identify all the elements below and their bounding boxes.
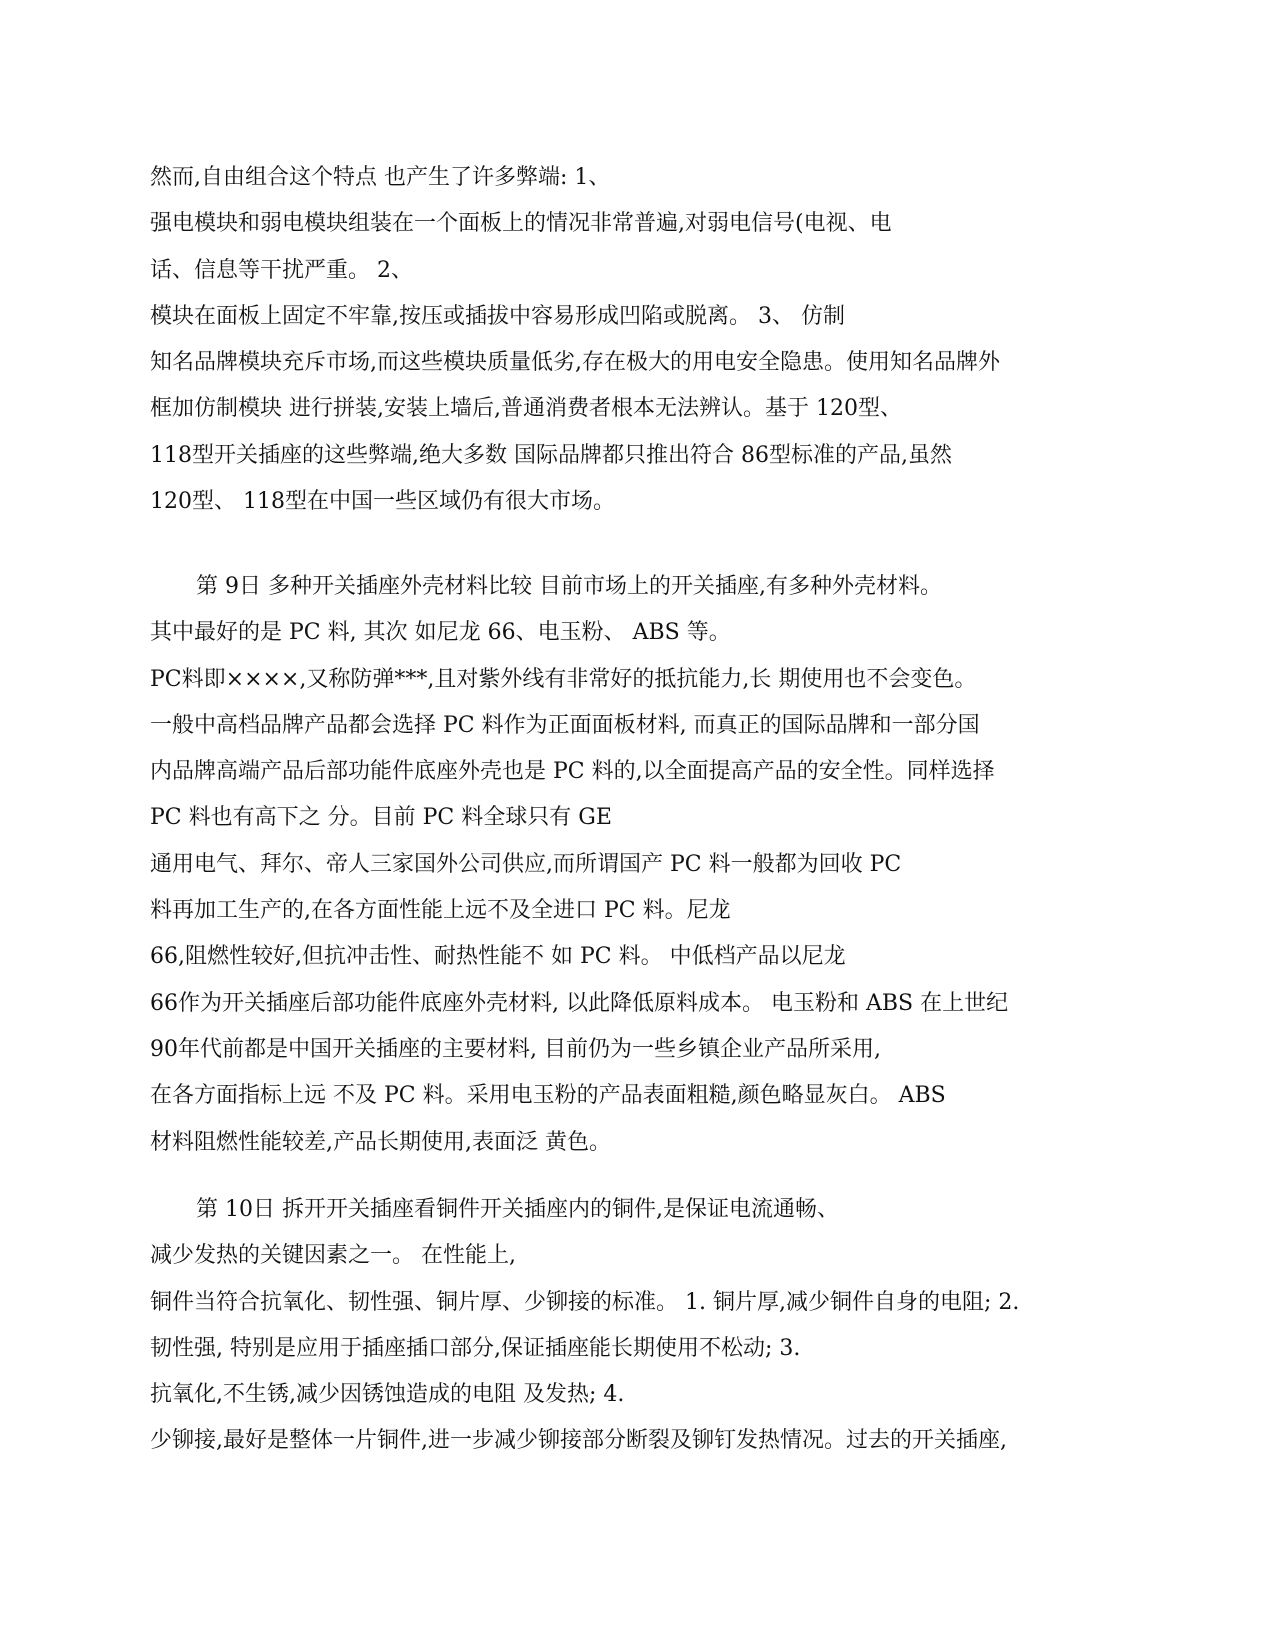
paragraph-day-9-shell-materials bbox=[150, 564, 1130, 1166]
text-line: 料再加工生产的,在各方面性能上远不及全进口 PC 料。尼龙 bbox=[150, 898, 731, 924]
paragraph-day-10-copper-parts bbox=[150, 1187, 1130, 1465]
text-line: 知名品牌模块充斥市场,而这些模块质量低劣,存在极大的用电安全隐患。使用知名品牌外 bbox=[150, 350, 1000, 376]
text-line: 第 10日 拆开开关插座看铜件开关插座内的铜件,是保证电流通畅、 bbox=[196, 1197, 839, 1222]
text-line: 强电模块和弱电模块组装在一个面板上的情况非常普遍,对弱电信号(电视、电 bbox=[150, 211, 892, 237]
text-line: 120型、 118型在中国一些区域仍有很大市场。 bbox=[150, 489, 615, 515]
text-line: 韧性强, 特别是应用于插座插口部分,保证插座能长期使用不松动; 3. bbox=[150, 1335, 801, 1361]
text-line: 话、信息等干扰严重。 2、 bbox=[150, 257, 413, 283]
text-line: PC料即××××,又称防弹***,且对紫外线有非常好的抵抗能力,长 期使用也不会变色。 bbox=[150, 666, 977, 692]
text-line: 其中最好的是 PC 料, 其次 如尼龙 66、电玉粉、 ABS 等。 bbox=[150, 620, 731, 646]
text-line: 模块在面板上固定不牢靠,按压或插拔中容易形成凹陷或脱离。 3、 仿制 bbox=[150, 303, 845, 329]
text-line: 材料阻燃性能较差,产品长期使用,表面泛 黄色。 bbox=[150, 1129, 611, 1155]
text-line: 内品牌高端产品后部功能件底座外壳也是 PC 料的,以全面提高产品的安全性。同样选择 bbox=[150, 759, 995, 785]
text-line: 118型开关插座的这些弊端,绝大多数 国际品牌都只推出符合 86型标准的产品,虽然 bbox=[150, 442, 952, 468]
text-line: 第 9日 多种开关插座外壳材料比较 目前市场上的开关插座,有多种外壳材料。 bbox=[196, 574, 942, 599]
text-line: 一般中高档品牌产品都会选择 PC 料作为正面面板材料, 而真正的国际品牌和一部分国 bbox=[150, 712, 980, 738]
text-line: 66作为开关插座后部功能件底座外壳材料, 以此降低原料成本。 电玉粉和 ABS 在上世纪 bbox=[150, 990, 1009, 1016]
text-line: 90年代前都是中国开关插座的主要材料, 目前仍为一些乡镇企业产品所采用, bbox=[150, 1036, 881, 1062]
text-line: 减少发热的关键因素之一。 在性能上, bbox=[150, 1243, 516, 1269]
text-line: 抗氧化,不生锈,减少因锈蚀造成的电阻 及发热; 4. bbox=[150, 1382, 625, 1408]
text-line: 66,阻燃性较好,但抗冲击性、耐热性能不 如 PC 料。 中低档产品以尼龙 bbox=[150, 944, 846, 970]
text-line: 少铆接,最好是整体一片铜件,进一步减少铆接部分断裂及铆钉发热情况。过去的开关插座, bbox=[150, 1428, 1007, 1454]
text-line: 在各方面指标上远 不及 PC 料。采用电玉粉的产品表面粗糙,颜色略显灰白。 ABS bbox=[150, 1083, 946, 1109]
text-line: 框加仿制模块 进行拼装,安装上墙后,普通消费者根本无法辨认。基于 120型、 bbox=[150, 396, 902, 422]
text-line: 然而,自由组合这个特点 也产生了许多弊端: 1、 bbox=[150, 165, 611, 190]
text-line: PC 料也有高下之 分。目前 PC 料全球只有 GE bbox=[150, 805, 612, 831]
text-line: 通用电气、拜尔、帝人三家国外公司供应,而所谓国产 PC 料一般都为回收 PC bbox=[150, 851, 902, 877]
paragraph-switch-socket-drawbacks bbox=[150, 155, 1130, 525]
text-line: 铜件当符合抗氧化、韧性强、铜片厚、少铆接的标准。 1. 铜片厚,减少铜件自身的电阻; 2. bbox=[150, 1289, 1020, 1315]
